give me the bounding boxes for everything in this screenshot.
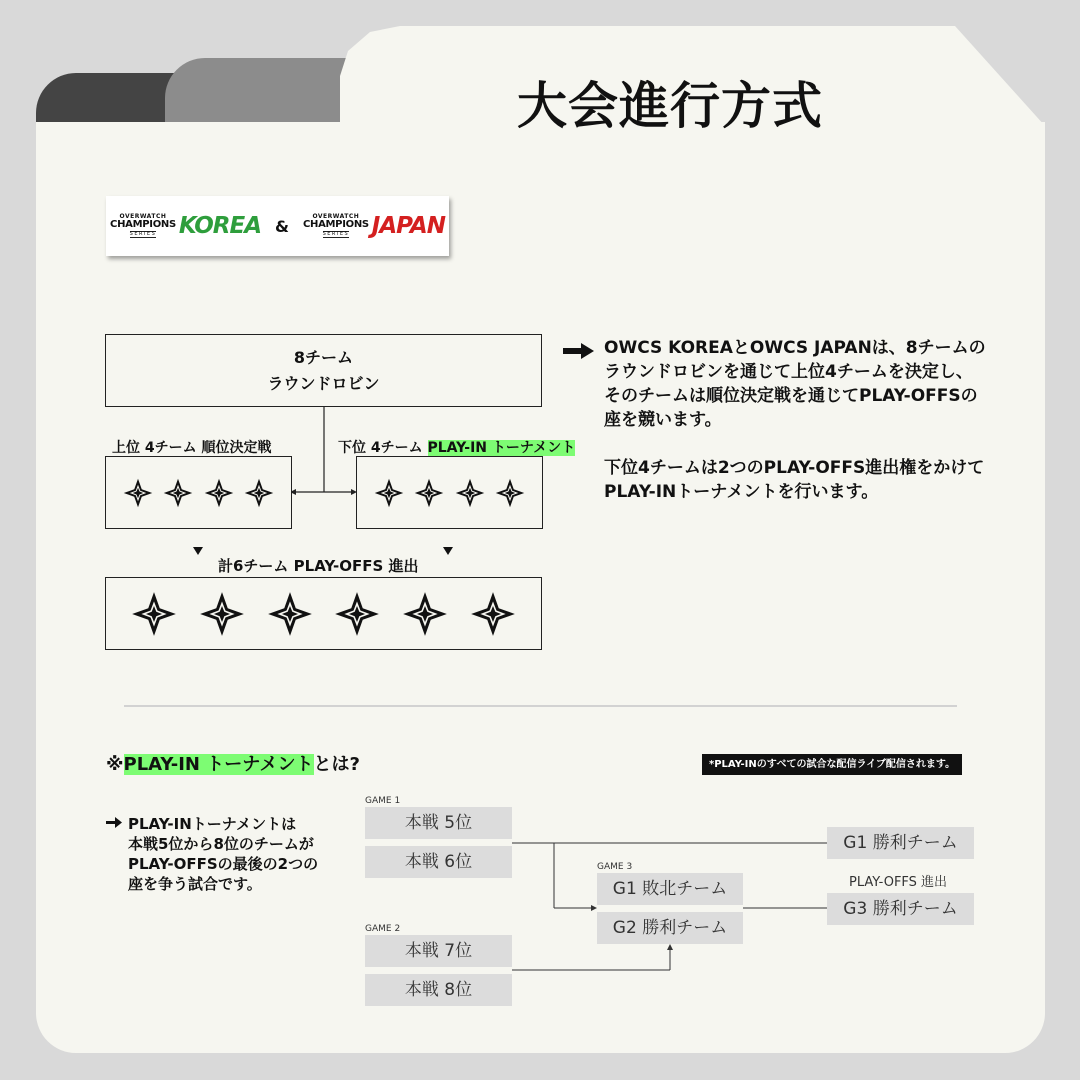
section-divider [124, 705, 957, 707]
playin-title-highlight: PLAY-IN トーナメント [123, 754, 314, 775]
arrow-right-icon [106, 817, 123, 828]
four-point-star-icon [470, 591, 516, 637]
game1-slot: 本戦 5位 [365, 807, 512, 839]
game2-slot: 本戦 7位 [365, 935, 512, 967]
logo-series-text: SERIES [129, 231, 157, 237]
logo-region-japan: JAPAN [371, 213, 445, 239]
game3-slot: G2 勝利チーム [597, 912, 743, 944]
four-point-star-icon [402, 591, 448, 637]
triangle-down-icon [193, 547, 205, 557]
ampersand: & [275, 216, 289, 236]
round-robin-teams: 8チーム [293, 347, 354, 367]
lower-group-label [338, 437, 575, 457]
logo-region-korea: KOREA [178, 213, 262, 239]
game1-label: GAME 1 [365, 796, 401, 806]
four-point-star-icon [163, 478, 193, 508]
lower-group-label-prefix: 下位 4チーム [338, 440, 428, 456]
lower-group-label-highlight: PLAY-IN トーナメント [427, 440, 576, 456]
round-robin-box [105, 334, 542, 407]
explanation-paragraph-2: 下位4チームは2つのPLAY-OFFS進出権をかけて PLAY-INトーナメントを行います。 [604, 458, 985, 502]
advance-label: 計6チーム PLAY-OFFS 進出 [218, 557, 419, 575]
broadcast-notice: *PLAY-INのすべての試合な配信ライブ配信されます。 [702, 754, 962, 775]
game3-label: GAME 3 [597, 862, 633, 872]
g1-winner-slot: G1 勝利チーム [827, 827, 974, 859]
four-point-star-icon [244, 478, 274, 508]
four-point-star-icon [199, 591, 245, 637]
playin-title-prefix: ※ [106, 754, 124, 775]
round-robin-format: ラウンドロビン [267, 373, 380, 393]
explanation-paragraph-1: OWCS KOREAとOWCS JAPANは、8チームの ラウンドロビンを通じて上位4チームを決定し、 そのチームは順位決定戦を通じてPLAY-OFFSの 座を競います。 [604, 338, 986, 430]
arrow-right-icon [563, 343, 595, 359]
logo-series-text: SERIES [322, 231, 350, 237]
game2-label: GAME 2 [365, 924, 401, 934]
triangle-down-icon [443, 547, 455, 557]
logo-champions-text: CHAMPIONS [110, 219, 176, 230]
four-point-star-icon [204, 478, 234, 508]
upper-group-box [105, 456, 292, 529]
playin-title-suffix: とは? [313, 754, 360, 775]
four-point-star-icon [495, 478, 525, 508]
four-point-star-icon [123, 478, 153, 508]
lower-group-box [356, 456, 543, 529]
logo-overwatch-text: OVERWATCH [119, 213, 167, 220]
logo-overwatch-text: OVERWATCH [312, 213, 360, 220]
format-explanation [604, 336, 1044, 504]
playoffs-advance-label: PLAY-OFFS 進出 [849, 875, 948, 890]
game1-slot: 本戦 6位 [365, 846, 512, 878]
playin-section-title [106, 750, 360, 776]
upper-group-label: 上位 4チーム 順位決定戦 [112, 440, 272, 456]
playin-description: PLAY-INトーナメントは 本戦5位から8位のチームが PLAY-OFFSの最後の2つの 座を争う試合です。 [128, 815, 319, 893]
four-point-star-icon [374, 478, 404, 508]
four-point-star-icon [414, 478, 444, 508]
four-point-star-icon [267, 591, 313, 637]
game2-slot: 本戦 8位 [365, 974, 512, 1006]
four-point-star-icon [334, 591, 380, 637]
game3-slot: G1 敗北チーム [597, 873, 743, 905]
g3-winner-slot: G3 勝利チーム [827, 893, 974, 925]
four-point-star-icon [455, 478, 485, 508]
four-point-star-icon [131, 591, 177, 637]
page-title: 大会進行方式 [517, 77, 823, 135]
logo-champions-text: CHAMPIONS [302, 219, 369, 230]
playoffs-group-box [105, 577, 542, 650]
